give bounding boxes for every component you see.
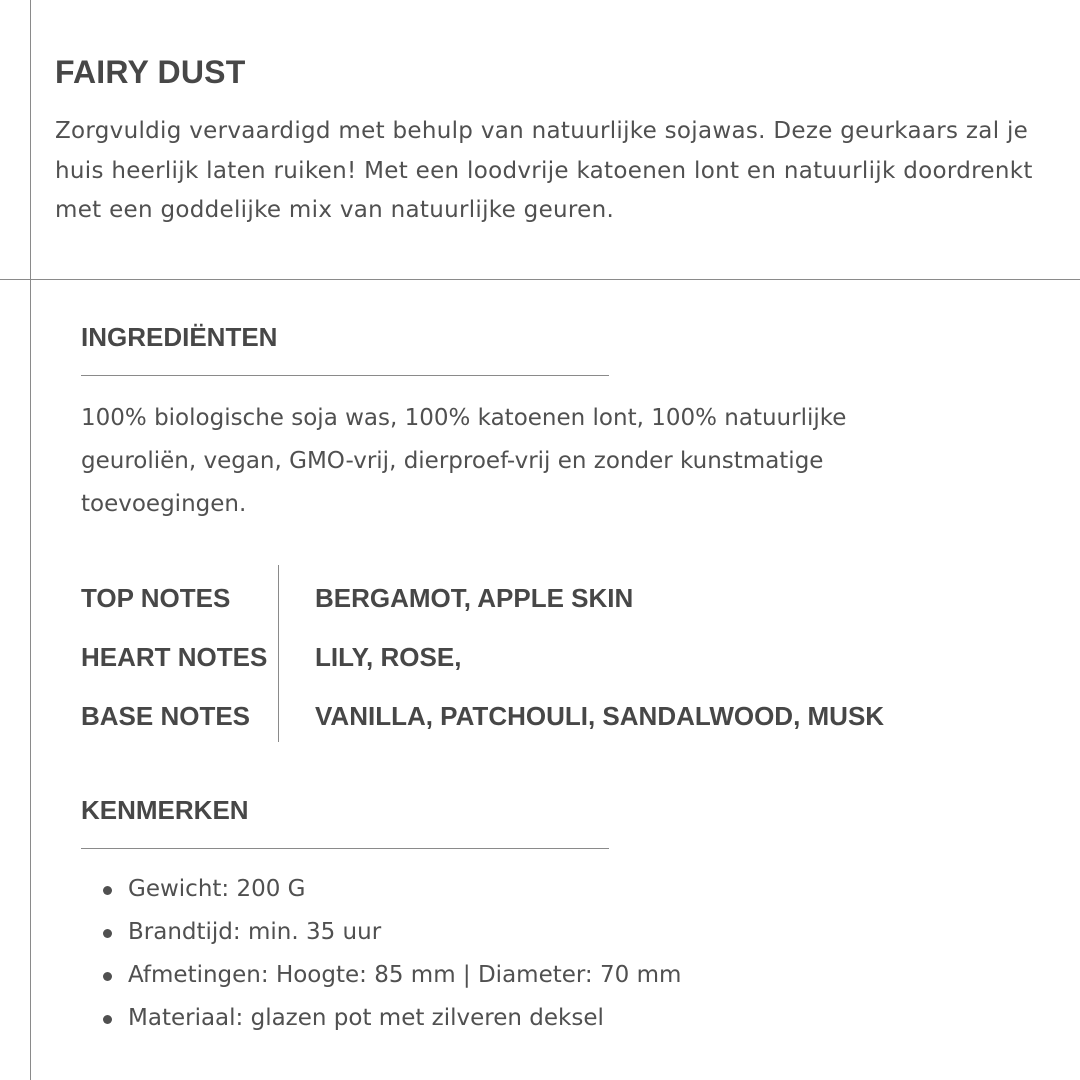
bullet-icon [103,972,112,981]
list-item [128,997,681,1040]
feature-text: Materiaal: glazen pot met zilveren deksel [128,1005,604,1031]
features-list [128,868,681,1040]
list-item [128,954,681,997]
list-item [128,868,681,911]
left-border-line [30,0,31,1080]
section-divider-line [0,279,1080,280]
product-description: Zorgvuldig vervaardigd met behulp van natuurlijke sojawas. Deze geurkaars zal je huis heerlijk laten ruiken! Met een loodvrije katoenen lont en natuurlijk doordrenkt met een goddelijke mix van natuurlijke geuren. [55,118,1033,223]
features-heading: KENMERKEN [81,795,249,825]
ingredients-text: 100% biologische soja was, 100% katoenen lont, 100% natuurlijke geuroliën, vegan, GMO-vrij, dierproef-vrij en zonder kunstmatige toevoegingen. [81,405,847,517]
list-item [128,911,681,954]
note-label-base: BASE NOTES [81,701,251,731]
notes-divider [278,565,279,742]
bullet-icon [103,886,112,895]
note-value-base: VANILLA, PATCHOULI, SANDALWOOD, MUSK [315,701,885,731]
ingredients-heading-rule [81,375,609,376]
bullet-icon [103,1015,112,1024]
feature-text: Brandtijd: min. 35 uur [128,919,382,945]
feature-text: Afmetingen: Hoogte: 85 mm | Diameter: 70 mm [128,962,682,988]
product-title: FAIRY DUST [55,54,246,90]
note-value-heart: LILY, ROSE, [315,642,462,672]
bullet-icon [103,929,112,938]
feature-text: Gewicht: 200 G [128,876,306,902]
note-value-top: BERGAMOT, APPLE SKIN [315,583,634,613]
note-label-top: TOP NOTES [81,583,231,613]
features-heading-rule [81,848,609,849]
ingredients-heading: INGREDIËNTEN [81,322,278,352]
note-label-heart: HEART NOTES [81,642,268,672]
